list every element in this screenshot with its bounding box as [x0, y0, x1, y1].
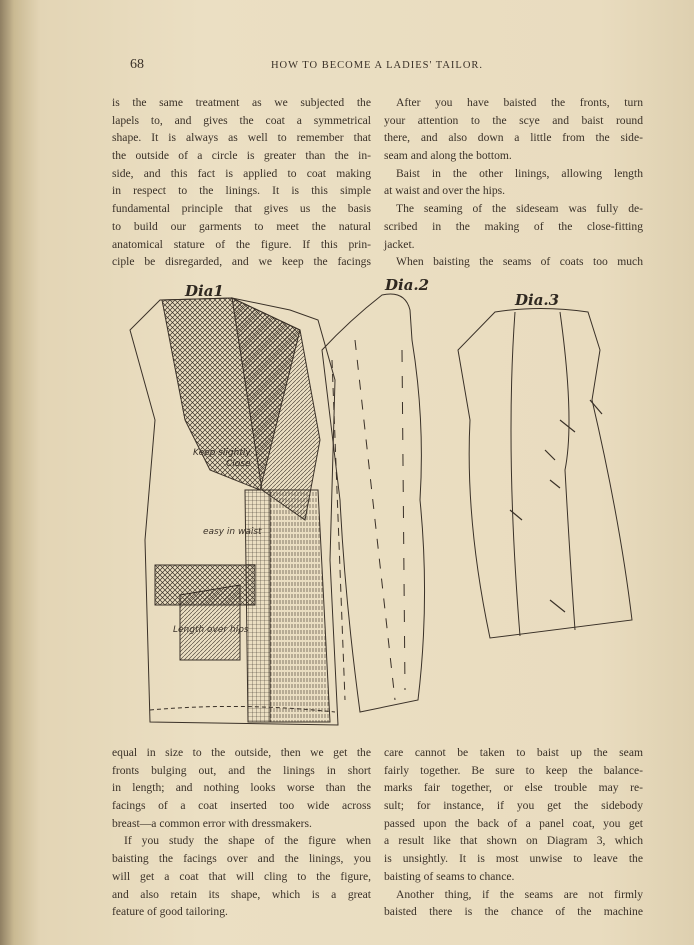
text-line: at waist and over the hips. [384, 184, 506, 198]
text-line: baisting of seams to chance. [384, 869, 515, 883]
text-line: care cannot be taken to baist up the seam [384, 746, 643, 759]
text-line: passed upon the back of a panel coat, you get [384, 816, 643, 830]
note-easy-in-waist: easy in waist [203, 527, 262, 537]
text-line: fundamental principle that gives us the basis [112, 202, 371, 216]
text-line: seam and along the bottom. [384, 149, 512, 163]
text-line: the outside of a circle is greater than the in- [112, 149, 371, 163]
text-line: jacket. [384, 237, 415, 251]
text-line: marks fair together, or else trouble may re- [384, 781, 643, 795]
text-line: facings of a coat inserted too wide across [112, 799, 371, 813]
note-close: Close [226, 459, 251, 469]
text-line: equal in size to the outside, then we get the [112, 746, 371, 759]
diagram-3 [458, 309, 632, 639]
text-line: there, and also down a little from the side- [384, 131, 643, 145]
text-line: breast—a common error with dressmakers. [112, 816, 312, 830]
text-line: baisted there is the chance of the machine [384, 905, 643, 919]
dia2-label: Dia.2 [385, 276, 430, 294]
text-line: in length; and nothing looks worse than the [112, 781, 371, 795]
diagram-2 [322, 294, 425, 712]
text-line: Baist in the other linings, allowing length [396, 166, 643, 180]
dia1-label: Dia1 [185, 282, 224, 300]
text-line: fronts bulging out, and the linings in short [112, 763, 371, 777]
text-line: After you have baisted the fronts, turn [396, 96, 643, 109]
dia3-label: Dia.3 [515, 291, 560, 309]
text-line: When baisting the seams of coats too much [396, 255, 643, 269]
diagram-1 [130, 298, 338, 725]
text-line: feature of good tailoring. [112, 905, 228, 919]
text-line: baisting the facings over and the linings, you [112, 852, 371, 866]
text-line: anatomical stature of the figure. If this prin- [112, 237, 371, 251]
text-line: If you study the shape of the figure when [124, 834, 371, 848]
text-line: scribed in the making of the close-fitting [384, 219, 643, 233]
text-line: will get a coat that will cling to the figure, [112, 869, 371, 883]
text-line: The seaming of the sideseam was fully de- [396, 202, 643, 216]
text-line: a result like that shown on Diagram 3, which [384, 834, 643, 848]
note-length-over-hips: Length over hips [173, 625, 249, 635]
text-line: your attention to the scye and baist round [384, 113, 643, 127]
page-number: 68 [130, 57, 144, 72]
note-keep-slightly: Keep slightly [193, 448, 251, 458]
text-line: ciple be disregarded, and we keep the facings [112, 255, 371, 269]
text-line: fairly together. Be sure to keep the balance- [384, 763, 643, 777]
text-line: is unsightly. It is most unwise to leave the [384, 852, 643, 866]
text-line: sult; for instance, if you get the sidebody [384, 799, 643, 813]
text-line: lapels to, and gives the coat a symmetrical [112, 113, 371, 127]
text-line: is the same treatment as we subjected the [112, 96, 371, 109]
running-title: HOW TO BECOME A LADIES' TAILOR. [270, 60, 484, 71]
text-line: to build our garments to meet the natural [112, 219, 371, 233]
text-line: in respect to the linings. It is this simple [112, 184, 371, 198]
text-line: side, and this fact is applied to coat making [112, 166, 371, 180]
text-line: Another thing, if the seams are not firmly [396, 887, 643, 901]
text-line: shape. It is always as well to remember that [112, 131, 371, 145]
text-line: and also retain its shape, which is a great [112, 887, 371, 901]
